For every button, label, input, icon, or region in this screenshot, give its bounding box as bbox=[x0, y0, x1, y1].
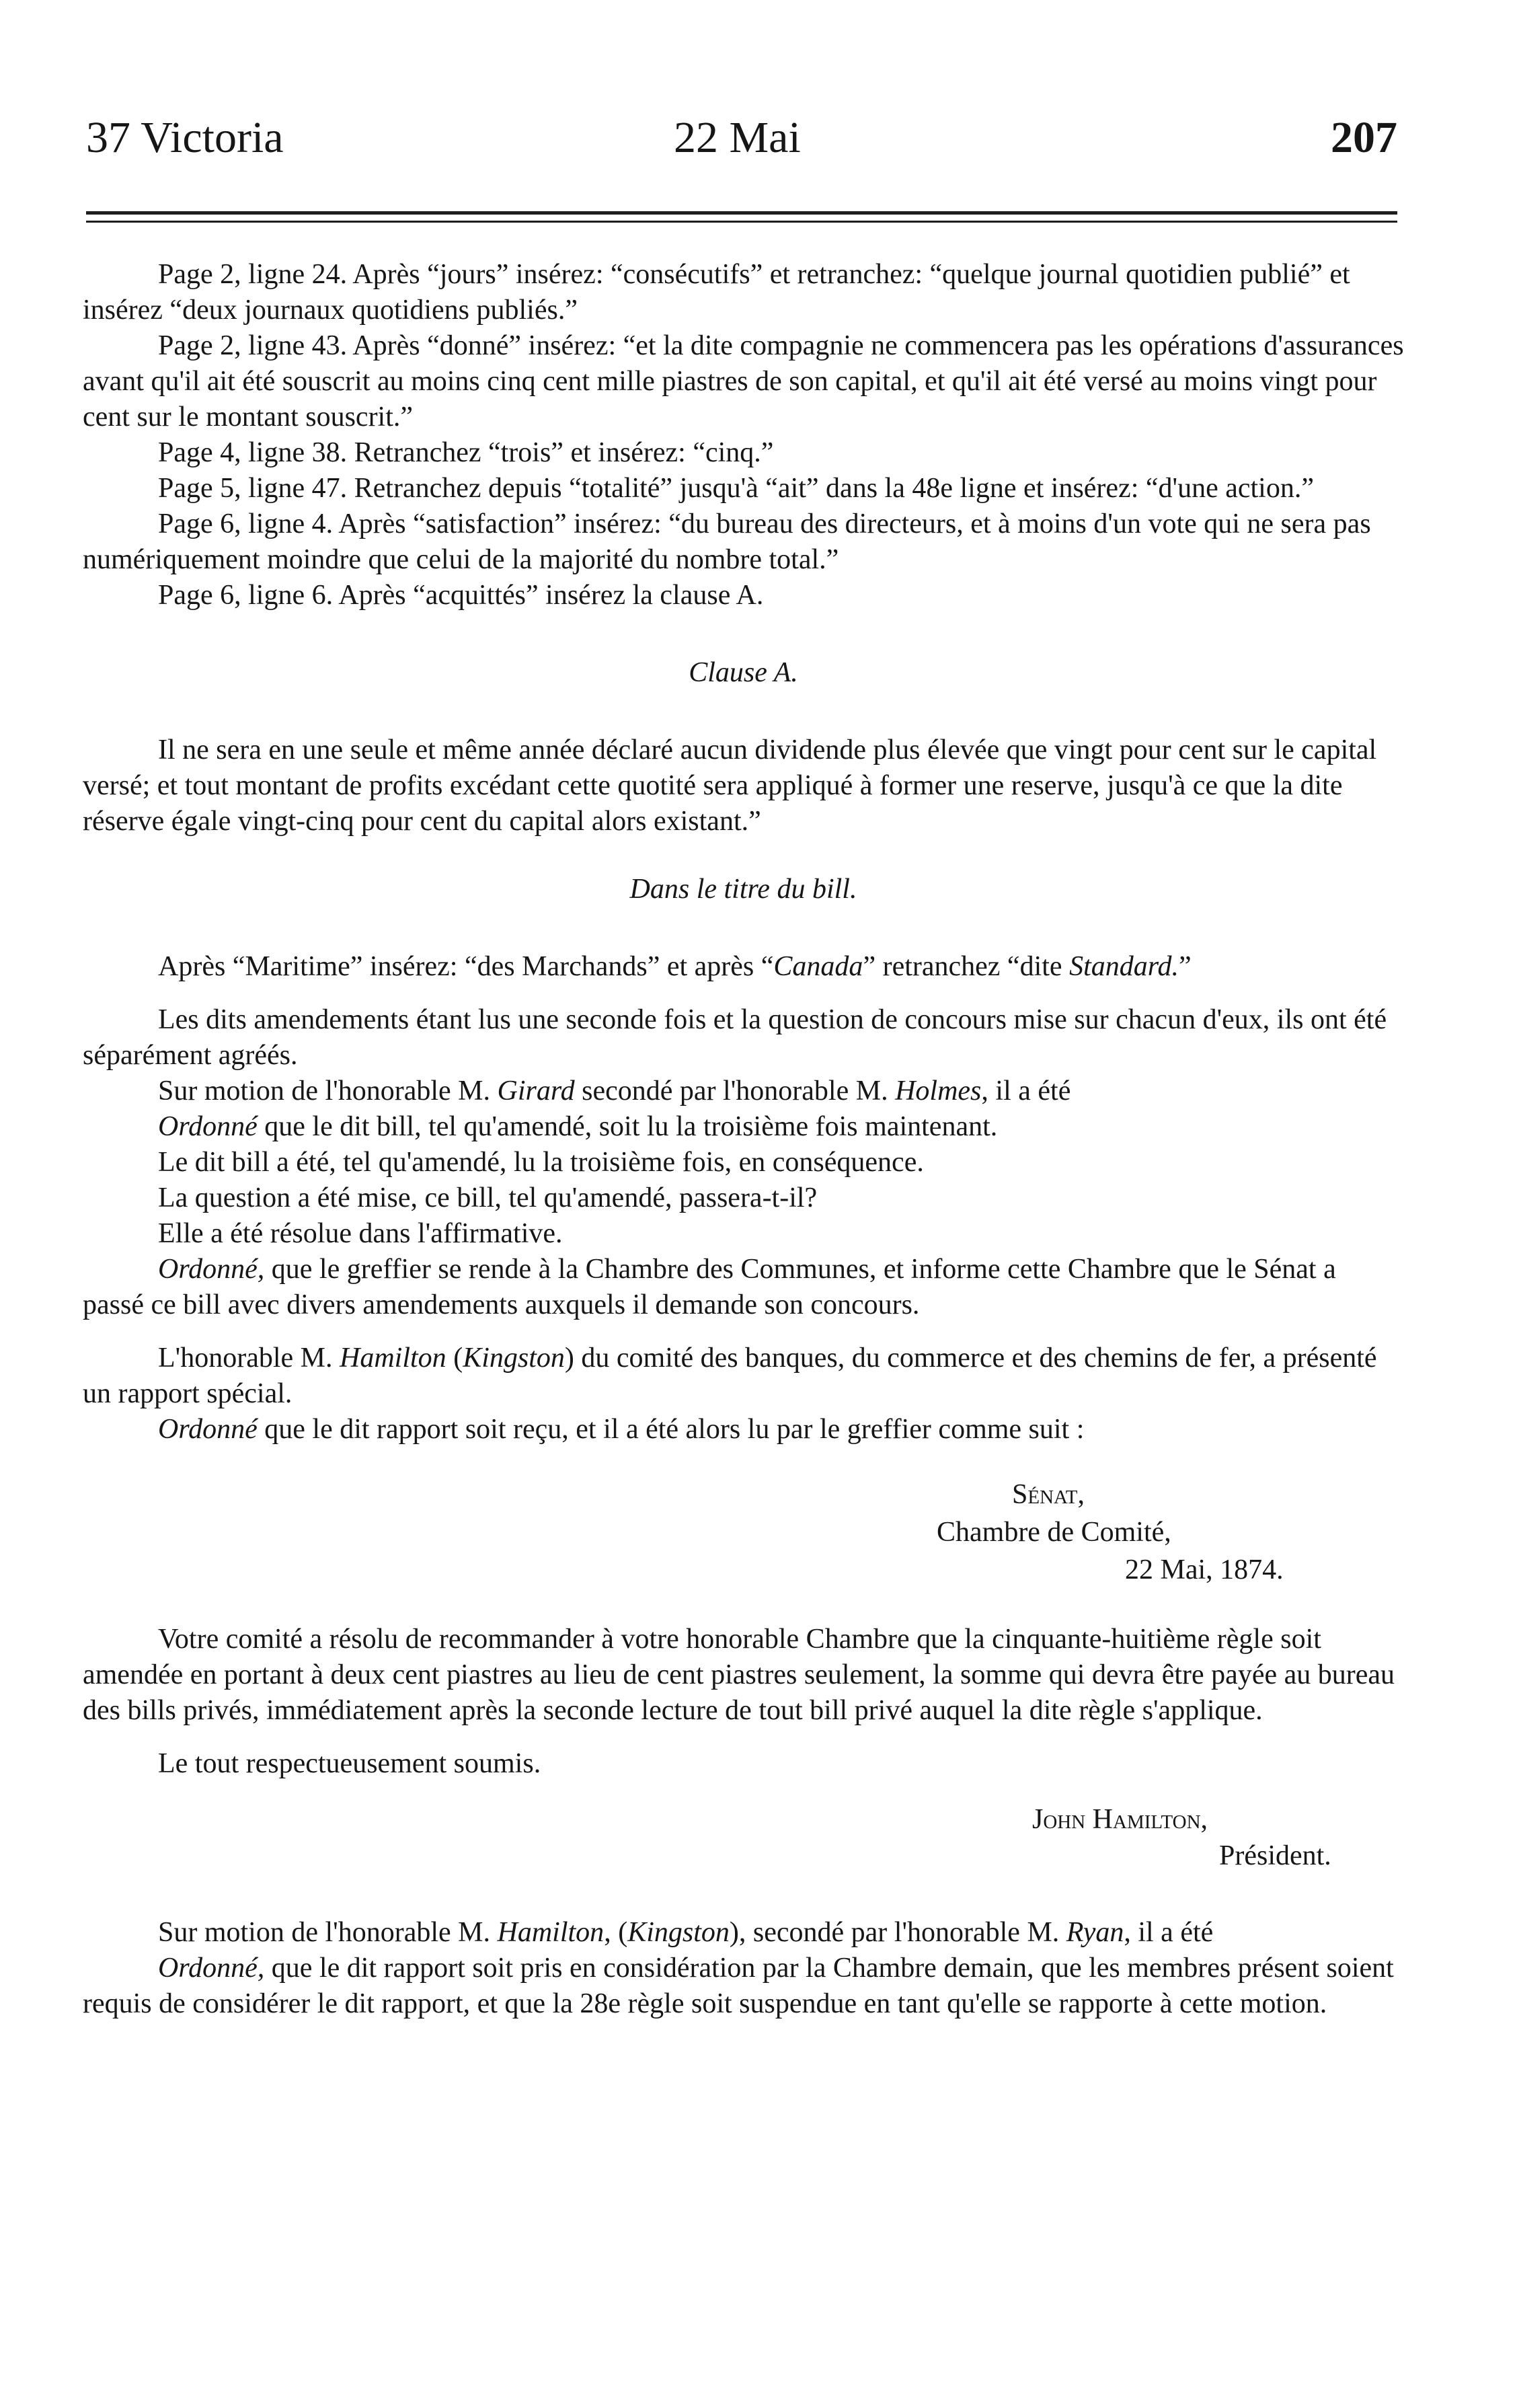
letter-signature bbox=[83, 1802, 1404, 1883]
clause-a-text: Il ne sera en une seule et même année déclaré aucun dividende plus élevée que vingt pour cent sur le capital versé; et tout montant de profits excédant cette quotité sera appliqué à former une reserve, jusqu'à ce que la dite réserve égale vingt-cinq pour cent du capital alors existant.” bbox=[83, 735, 1377, 837]
ordonne-word: Ordonné bbox=[158, 1414, 258, 1445]
amendment-item: Page 5, ligne 47. Retranchez depuis “totalité” jusqu'à “ait” dans la 48e ligne et insérez: “d'une action.” bbox=[158, 473, 1314, 504]
senator-name: Ryan bbox=[1066, 1917, 1124, 1948]
amendment-item: Page 2, ligne 43. Après “donné” insérez: “et la dite compagnie ne commencera pas les opérations d'assurances avant qu'il ait été souscrit au moins cinq cent mille piastres de son capital, et qu'il ait été versé au moins vingt pour cent sur le montant souscrit.” bbox=[83, 330, 1404, 432]
page-number: 207 bbox=[1331, 113, 1397, 162]
signer-title: Président. bbox=[1219, 1840, 1331, 1871]
ordonne-text: que le dit rapport soit pris en considération par la Chambre demain, que les membres présent soient requis de considérer le dit rapport, et que la 28e règle soit suspendue en tant qu'elle se rapporte à cette motion. bbox=[83, 1953, 1394, 2019]
rapport-text: ) du comité des banques, du commerce et des chemins de fer, a présenté un rapport spécial. bbox=[83, 1343, 1377, 1409]
girard-motion bbox=[83, 1074, 1404, 1109]
ordonne-third-reading bbox=[83, 1109, 1404, 1145]
letter-date: 22 Mai, 1874. bbox=[1125, 1554, 1284, 1585]
letter-heading-block bbox=[83, 1477, 1404, 1622]
senator-place: Kingston bbox=[627, 1917, 730, 1948]
question-paragraph: La question a été mise, ce bill, tel qu'amendé, passera-t-il? bbox=[158, 1182, 818, 1213]
title-amendment-standard: Standard. bbox=[1069, 951, 1179, 982]
ordonne-text: que le dit rapport soit reçu, et il a été alors lu par le greffier comme suit : bbox=[257, 1414, 1085, 1445]
motion-text: Sur motion de l'honorable M. bbox=[158, 1917, 498, 1948]
amendment-item: Page 6, ligne 4. Après “satisfaction” insérez: “du bureau des directeurs, et à moins d'un vote qui ne sera pas numériquement moindre que celui de la majorité du nombre total.” bbox=[83, 509, 1371, 575]
concours-paragraph: Les dits amendements étant lus une seconde fois et la question de concours mise sur chacun d'eux, ils ont été séparément agréés. bbox=[83, 1004, 1387, 1071]
ordonne-word: Ordonné, bbox=[158, 1254, 265, 1285]
letter-chambre: Chambre de Comité, bbox=[937, 1517, 1171, 1548]
motion-text: , ( bbox=[604, 1917, 628, 1948]
page-body bbox=[83, 257, 1404, 2022]
motion-text: ), secondé par l'honorable M. bbox=[729, 1917, 1066, 1948]
title-amendment-canada: Canada bbox=[773, 951, 863, 982]
letter-closing: Le tout respectueusement soumis. bbox=[158, 1748, 541, 1779]
letter-senat: Sénat, bbox=[1012, 1479, 1085, 1510]
title-amendment-part: Après “Maritime” insérez: “des Marchands” et après “ bbox=[158, 951, 774, 982]
title-amendment-heading: Dans le titre du bill. bbox=[629, 874, 857, 905]
rapport-ordonne bbox=[83, 1412, 1404, 1447]
signer-name: John Hamilton, bbox=[1032, 1804, 1208, 1835]
amendment-item: Page 4, ligne 38. Retranchez “trois” et insérez: “cinq.” bbox=[158, 437, 774, 468]
header-rule-thick bbox=[86, 211, 1397, 215]
ordonne-word: Ordonné, bbox=[158, 1953, 265, 1984]
final-motion bbox=[83, 1915, 1404, 1951]
title-amendment-part: ” retranchez “dite bbox=[863, 951, 1070, 982]
running-header bbox=[86, 108, 1397, 175]
motion-text: secondé par l'honorable M. bbox=[574, 1076, 896, 1106]
title-amendment-text bbox=[83, 949, 1404, 985]
motion-text: Sur motion de l'honorable M. bbox=[158, 1076, 498, 1106]
motion-text: , il a été bbox=[981, 1076, 1071, 1106]
resolution-paragraph: Elle a été résolue dans l'affirmative. bbox=[158, 1218, 563, 1249]
ordonne-text: que le greffier se rende à la Chambre des Communes, et informe cette Chambre que le Sénat a passé ce bill avec divers amendements auxquels il demande son concours. bbox=[83, 1254, 1336, 1320]
ordonne-text: que le dit bill, tel qu'amendé, soit lu la troisième fois maintenant. bbox=[257, 1111, 998, 1142]
amendment-item: Page 6, ligne 6. Après “acquittés” insérez la clause A. bbox=[158, 580, 764, 611]
header-regnal-year: 37 Victoria bbox=[86, 113, 284, 162]
amendment-item: Page 2, ligne 24. Après “jours” insérez: “consécutifs” et retranchez: “quelque journal quotidien publié” et insérez “deux journaux quotidiens publiés.” bbox=[83, 259, 1350, 326]
motion-text: , il a été bbox=[1124, 1917, 1214, 1948]
rapport-text: ( bbox=[446, 1343, 463, 1374]
senator-name: Hamilton bbox=[497, 1917, 605, 1948]
senator-name: Holmes bbox=[895, 1076, 982, 1106]
rapport-intro bbox=[83, 1341, 1404, 1412]
senator-name: Hamilton bbox=[340, 1343, 446, 1374]
header-date: 22 Mai bbox=[674, 113, 801, 162]
rapport-text: L'honorable M. bbox=[158, 1343, 340, 1374]
title-amendment-part: ” bbox=[1179, 951, 1192, 982]
letter-body: Votre comité a résolu de recommander à votre honorable Chambre que la cinquante-huitième règle soit amendée en portant à deux cent piastres au lieu de cent piastres seulement, la somme qui devra être payée au bureau des bills privés, immédiatement après la seconde lecture de tout bill privé auquel la dite règle s'applique. bbox=[83, 1624, 1395, 1726]
final-ordonne bbox=[83, 1951, 1404, 2022]
senator-place: Kingston bbox=[463, 1343, 565, 1374]
ordonne-word: Ordonné bbox=[158, 1111, 258, 1142]
ordonne-greffier bbox=[83, 1252, 1404, 1323]
clause-a-heading: Clause A. bbox=[689, 657, 798, 688]
header-rule-thin bbox=[86, 221, 1397, 223]
third-reading-paragraph: Le dit bill a été, tel qu'amendé, lu la troisième fois, en conséquence. bbox=[158, 1147, 924, 1178]
senator-name: Girard bbox=[497, 1076, 575, 1106]
